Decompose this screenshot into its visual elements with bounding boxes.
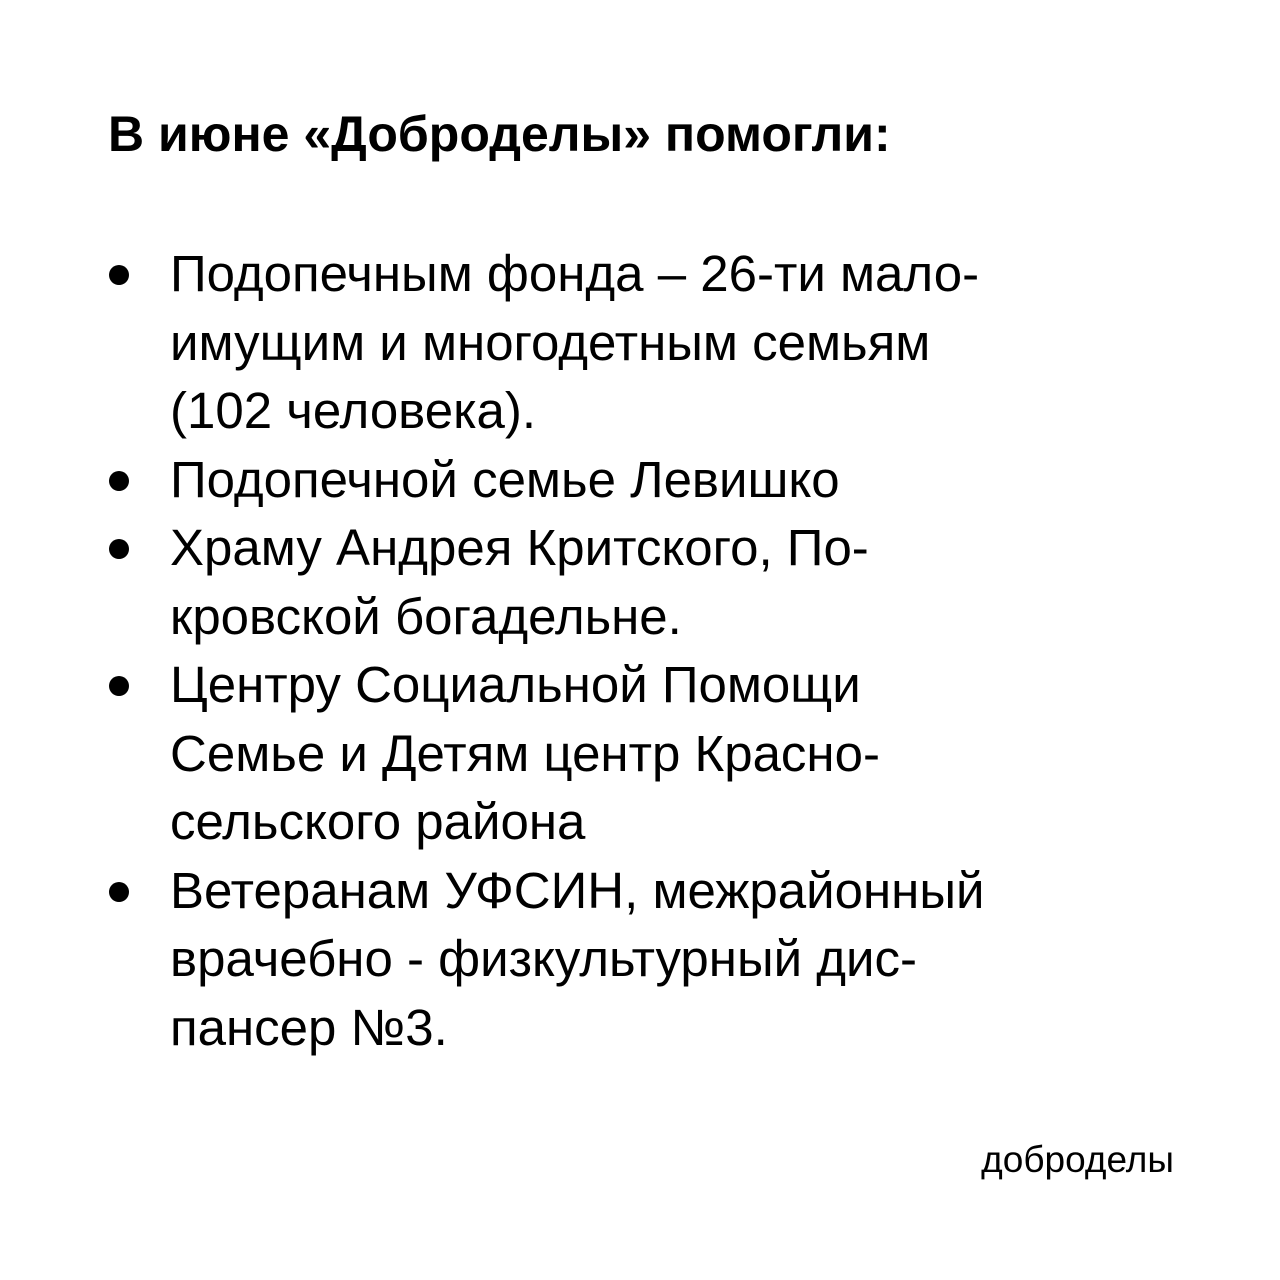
bullet-icon [109,676,129,696]
list-item-line: имущим и многодетным семьям [170,313,931,371]
help-list [108,240,1188,1062]
bullet-icon [109,265,129,285]
list-item-line: Подопечной семье Левишко [170,450,840,508]
list-item-line: врачебно - физкультурный дис- [170,930,917,987]
list-item-line: Семье и Детям центр Красно- [170,724,880,782]
footer-signature: доброделы [981,1139,1174,1180]
list-item-line: Подопечным фонда – 26-ти мало- [170,245,980,302]
list-item-line: кровской богадельне. [170,587,682,645]
list-item [108,651,1188,857]
list-item-line: Ветеранам УФСИН, межрайонный [170,861,985,919]
page-title: В июне «Доброделы» помогли: [108,106,891,162]
list-item [108,446,1188,515]
list-item-line: сельского района [170,793,586,850]
bullet-icon [109,539,129,559]
list-item [108,857,1188,1063]
list-item [108,514,1188,651]
list-item [108,240,1188,446]
bullet-icon [109,471,129,491]
list-item-line: пансер №3. [170,998,448,1056]
bullet-icon [109,882,129,902]
list-item-line: Храму Андрея Критского, По- [170,519,869,576]
list-item-line: (102 человека). [170,382,537,439]
list-item-line: Центру Социальной Помощи [170,656,861,713]
